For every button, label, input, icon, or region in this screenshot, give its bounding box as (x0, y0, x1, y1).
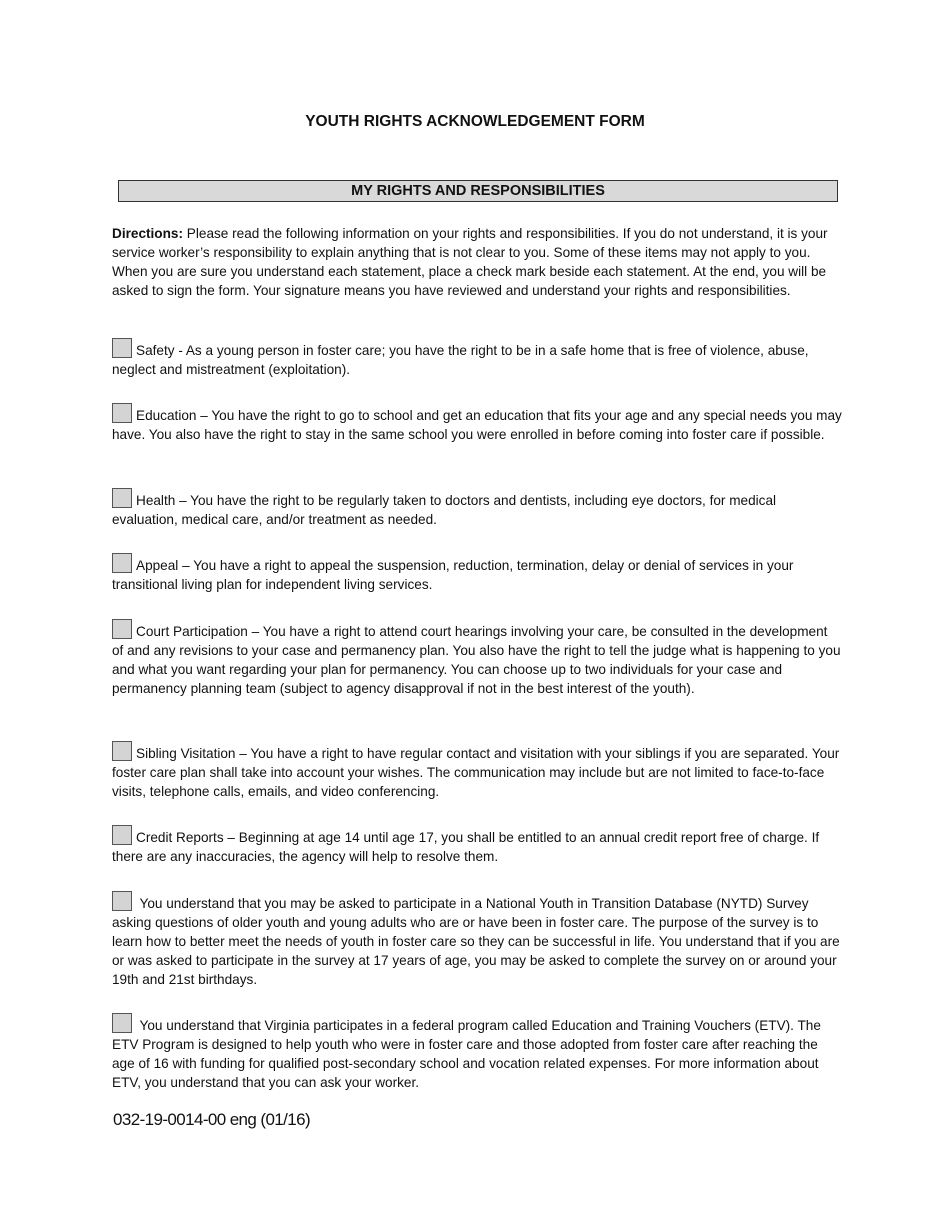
checkbox-appeal[interactable] (112, 553, 132, 573)
checkbox-sibling-visitation[interactable] (112, 741, 132, 761)
item-text: You understand that you may be asked to participate in a National Youth in Transition Database (NYTD) Survey asking questions of older youth and young adults who are or have been in foster care. The purpose of the survey is to learn how to better meet the needs of youth in foster care so they can be successful in life. You understand that if you are or was asked to participate in the survey at 17 years of age, you may be asked to complete the survey on or around your 19th and 21st birthdays. (112, 896, 840, 987)
item-text: Sibling Visitation – You have a right to have regular contact and visitation with your siblings if you are separated. Your foster care plan shall take into account your wishes. The communication may include but are not limited to face-to-face visits, telephone calls, emails, and video conferencing. (112, 746, 840, 799)
rights-item-appeal (112, 553, 842, 594)
directions-text: Please read the following information on your rights and responsibilities. If you do not understand, it is your service worker’s responsibility to explain anything that is not clear to you. Some of these items may not apply to you. When you are sure you understand each statement, place a check mark beside each statement. At the end, you will be asked to sign the form. Your signature means you have reviewed and understand your rights and responsibilities. (112, 226, 828, 298)
checkbox-health[interactable] (112, 488, 132, 508)
checkbox-education[interactable] (112, 403, 132, 423)
rights-item-credit-reports (112, 825, 842, 866)
checkbox-safety[interactable] (112, 338, 132, 358)
checkbox-etv-program[interactable] (112, 1013, 132, 1033)
directions-label: Directions: (112, 226, 184, 241)
directions-paragraph (112, 224, 842, 300)
rights-item-court-participation (112, 619, 842, 698)
section-header: MY RIGHTS AND RESPONSIBILITIES (118, 180, 838, 202)
item-text: You understand that Virginia participates in a federal program called Education and Training Vouchers (ETV). The ETV Program is designed to help youth who were in foster care and those adopted from foster care after reaching the age of 16 with funding for qualified post-secondary school and vocation related expenses. For more information about ETV, you understand that you can ask your worker. (112, 1018, 821, 1090)
item-text: Education – You have the right to go to school and get an education that fits your age and any special needs you may have. You also have the right to stay in the same school you were enrolled in before coming into foster care if possible. (112, 408, 842, 442)
item-text: Appeal – You have a right to appeal the suspension, reduction, termination, delay or denial of services in your transitional living plan for independent living services. (112, 558, 794, 592)
form-code-footer: 032-19-0014-00 eng (01/16) (113, 1110, 311, 1129)
rights-item-etv-program (112, 1013, 842, 1092)
item-text: Health – You have the right to be regularly taken to doctors and dentists, including eye doctors, for medical evaluation, medical care, and/or treatment as needed. (112, 493, 777, 527)
form-title: YOUTH RIGHTS ACKNOWLEDGEMENT FORM (305, 113, 645, 130)
item-text: Court Participation – You have a right to attend court hearings involving your care, be consulted in the development of and any revisions to your case and permanency plan. You also have the right to tell the judge what is happening to you and what you want regarding your plan for permanency. You can choose up to two individuals for your case and permanency planning team (subject to agency disapproval if not in the best interest of the youth). (112, 624, 841, 696)
rights-item-nytd-survey (112, 891, 842, 989)
rights-item-health (112, 488, 842, 529)
item-text: Credit Reports – Beginning at age 14 until age 17, you shall be entitled to an annual credit report free of charge. If there are any inaccuracies, the agency will help to resolve them. (112, 830, 820, 864)
rights-item-safety (112, 338, 842, 379)
item-text: Safety - As a young person in foster care; you have the right to be in a safe home that is free of violence, abuse, neglect and mistreatment (exploitation). (112, 343, 809, 377)
checkbox-nytd-survey[interactable] (112, 891, 132, 911)
checkbox-credit-reports[interactable] (112, 825, 132, 845)
rights-item-sibling-visitation (112, 741, 842, 801)
checkbox-court-participation[interactable] (112, 619, 132, 639)
rights-item-education (112, 403, 842, 444)
